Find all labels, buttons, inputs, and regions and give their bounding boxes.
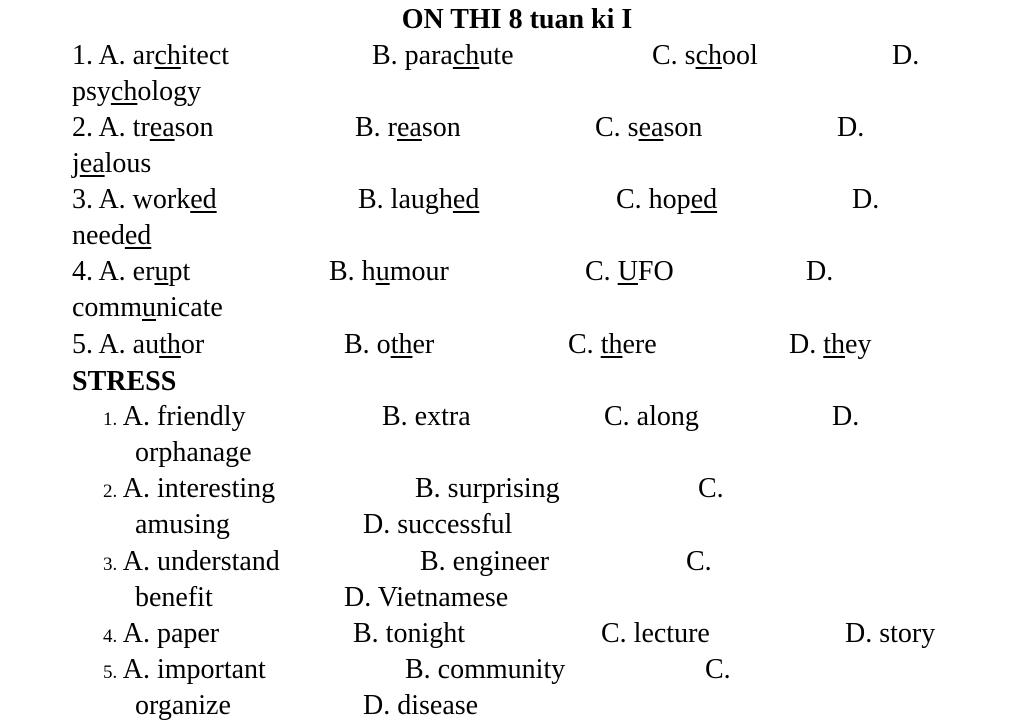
q1-option-a: 1. A. architect — [72, 40, 230, 71]
q3-option-a: 3. A. worked — [72, 184, 217, 215]
stress-heading: STRESS — [72, 366, 177, 397]
stress-q3-option-b: B. engineer — [420, 546, 550, 577]
stress-q4-option-b: B. tonight — [353, 618, 466, 649]
q3-option-d-word: needed — [72, 220, 152, 251]
q4-option-d-label: D. — [806, 256, 834, 287]
q5-option-a: 5. A. author — [72, 329, 205, 360]
q3-option-c: C. hoped — [616, 184, 718, 215]
stress-q3-wrap: benefit — [135, 582, 213, 613]
stress-q5-wrap: organize — [135, 690, 231, 721]
q3-option-d-label: D. — [852, 184, 880, 215]
q5-option-d: D. they — [789, 329, 872, 360]
stress-q3-option-d: D. Vietnamese — [344, 582, 509, 613]
q5-option-b: B. other — [344, 329, 435, 360]
q5-option-c: C. there — [568, 329, 657, 360]
stress-q2-option-b: B. surprising — [415, 473, 560, 504]
q3-option-b: B. laughed — [358, 184, 480, 215]
stress-q2-wrap: amusing — [135, 509, 230, 540]
q2-option-d-label: D. — [837, 112, 865, 143]
q4-option-b: B. humour — [329, 256, 449, 287]
stress-q1-wrap: orphanage — [135, 437, 252, 468]
q4-option-c: C. UFO — [585, 256, 674, 287]
stress-q5-option-a: 5. A. important — [103, 654, 266, 685]
stress-q1-option-a: 1. A. friendly — [103, 401, 246, 432]
stress-q3-option-a: 3. A. understand — [103, 546, 280, 577]
q2-option-c: C. season — [595, 112, 703, 143]
stress-q3-option-c: C. — [686, 546, 712, 577]
stress-q5-option-d: D. disease — [363, 690, 479, 721]
page-title: ON THI 8 tuan ki I — [401, 4, 633, 35]
q2-option-a: 2. A. treason — [72, 112, 214, 143]
stress-q4-option-c: C. lecture — [601, 618, 710, 649]
q2-option-b: B. reason — [355, 112, 461, 143]
stress-q2-option-d: D. successful — [363, 509, 513, 540]
stress-q1-option-c: C. along — [604, 401, 699, 432]
q1-option-d-word: psychology — [72, 76, 202, 107]
stress-q2-option-a: 2. A. interesting — [103, 473, 276, 504]
q1-option-c: C. school — [652, 40, 758, 71]
stress-q4-option-d: D. story — [845, 618, 936, 649]
stress-q1-option-b: B. extra — [382, 401, 471, 432]
q1-option-b: B. parachute — [372, 40, 514, 71]
q4-option-a: 4. A. erupt — [72, 256, 191, 287]
q2-option-d-word: jealous — [72, 148, 152, 179]
stress-q1-option-d: D. — [832, 401, 860, 432]
stress-q5-option-c: C. — [705, 654, 731, 685]
q4-option-d-word: communicate — [72, 292, 223, 323]
stress-q5-option-b: B. community — [405, 654, 566, 685]
stress-q2-option-c: C. — [698, 473, 724, 504]
q1-option-d-label: D. — [892, 40, 920, 71]
stress-q4-option-a: 4. A. paper — [103, 618, 220, 649]
